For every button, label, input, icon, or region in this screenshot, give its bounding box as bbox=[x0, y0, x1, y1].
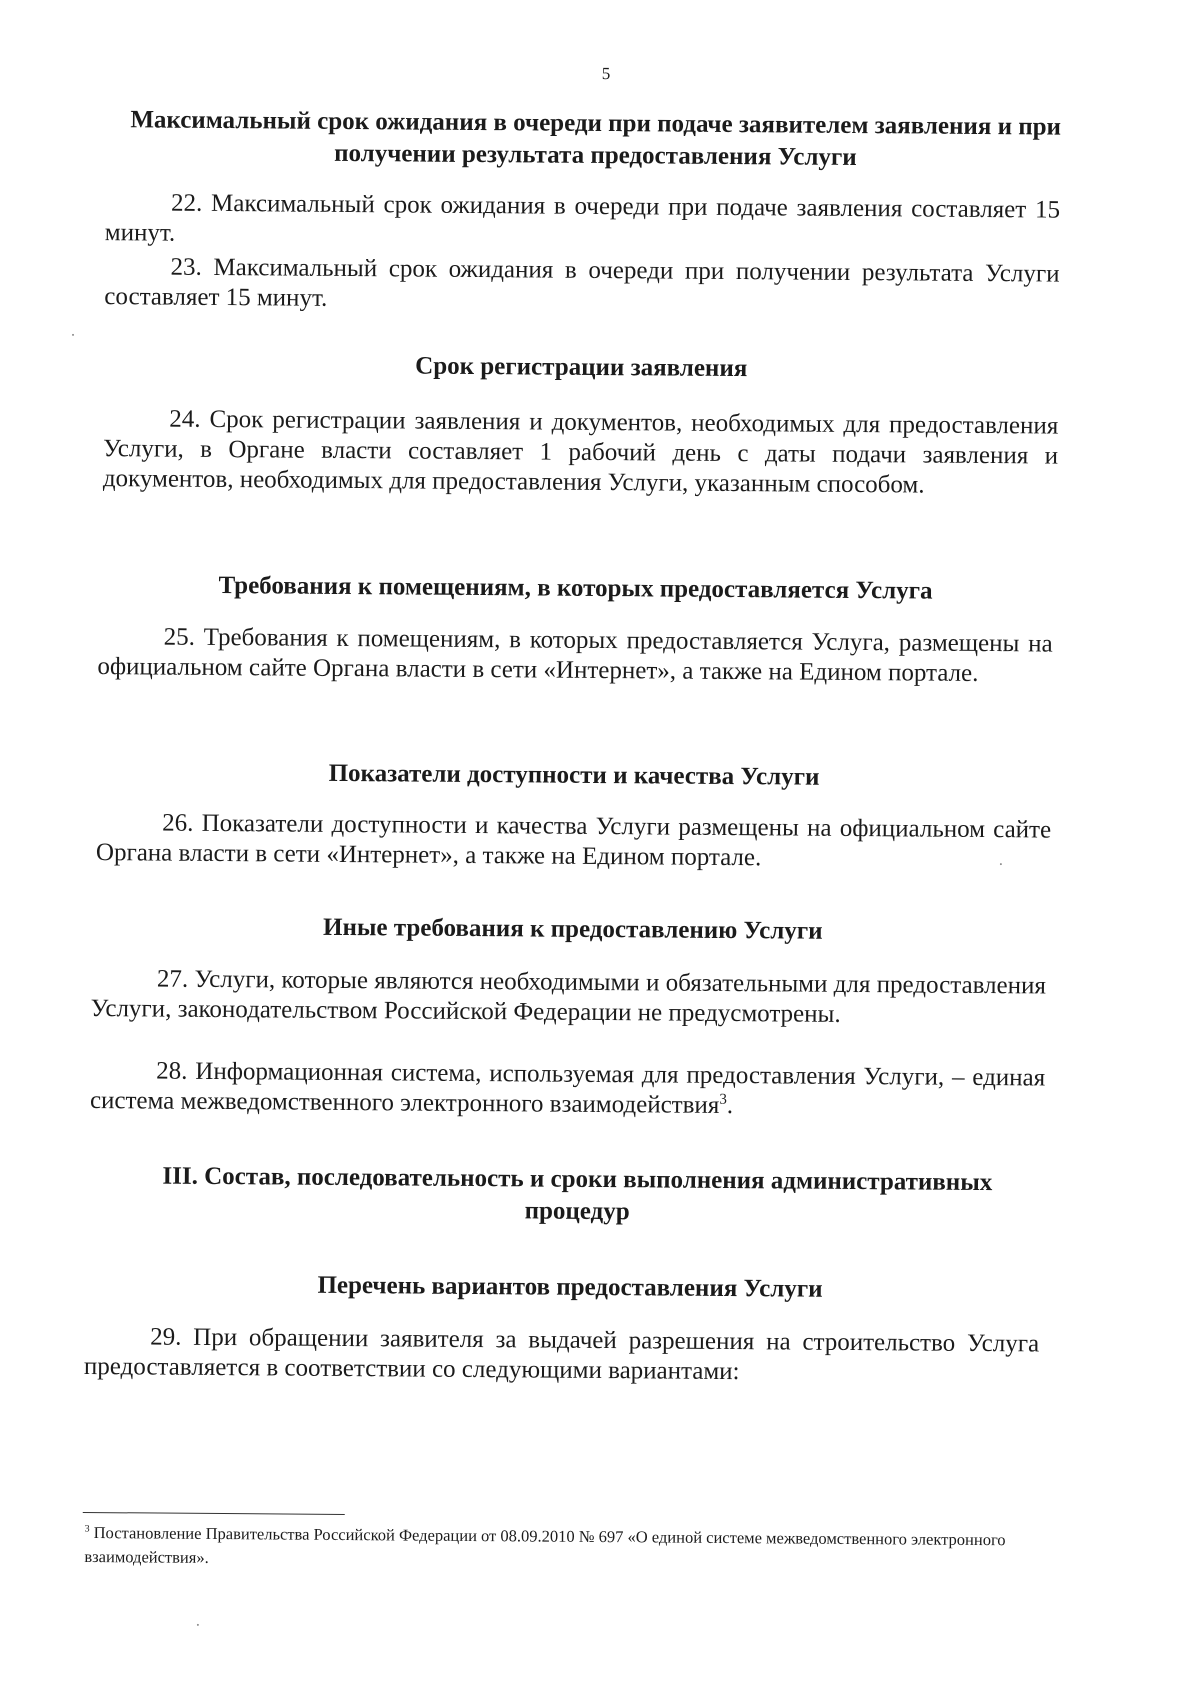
scan-speck bbox=[72, 334, 74, 336]
page-number: 5 bbox=[601, 63, 611, 84]
paragraph-25: 25. Требования к помещениям, в которых предоставляется Услуга, размещены на официальном сайте Органа власти в сети «Интернет», а также на Едином портале. bbox=[97, 623, 1053, 687]
footnote bbox=[84, 1521, 1119, 1577]
scan-speck bbox=[1000, 863, 1002, 865]
chapter-heading: III. Состав, последовательность и сроки выполнения административных процедур bbox=[162, 1162, 993, 1226]
section-heading: Максимальный срок ожидания в очереди при подаче заявителем заявления и при получении результата предоставления Услуги bbox=[130, 106, 1062, 171]
paragraph-28 bbox=[90, 1056, 1045, 1123]
paragraph-28-text: 28. Информационная система, используемая для предоставления Услуги, – единая система межведомственного электронного взаимодействия bbox=[89, 1057, 1046, 1119]
section-heading: Иные требования к предоставлению Услуги bbox=[323, 913, 823, 945]
paragraph-27: 27. Услуги, которые являются необходимыми и обязательными для предоставления Услуги, законодательством Российской Федерации не предусмотрены. bbox=[90, 965, 1047, 1028]
section-heading: Срок регистрации заявления bbox=[415, 352, 748, 383]
paragraph-29: 29. При обращении заявителя за выдачей разрешения на строительство Услуга предоставляется в соответствии со следующими вариантами: bbox=[83, 1323, 1040, 1386]
section-heading: Требования к помещениям, в которых предоставляется Услуга bbox=[218, 571, 933, 605]
footnote-reference[interactable]: 3 bbox=[719, 1091, 727, 1108]
paragraph-22: 22. Максимальный срок ожидания в очереди при подаче заявления составляет 15 минут. bbox=[104, 189, 1061, 247]
scan-speck bbox=[197, 1624, 199, 1626]
paragraph-26: 26. Показатели доступности и качества Услуги размещены на официальном сайте Органа власти в сети «Интернет», а также на Едином портале. bbox=[95, 809, 1052, 872]
section-heading: Показатели доступности и качества Услуги bbox=[328, 759, 820, 791]
section-heading: Перечень вариантов предоставления Услуги bbox=[317, 1271, 823, 1303]
paragraph-23: 23. Максимальный срок ожидания в очереди при получении результата Услуги составляет 15 минут. bbox=[104, 253, 1060, 312]
paragraph-24: 24. Срок регистрации заявления и документов, необходимых для предоставления Услуги, в Органе власти составляет 1 рабочий день с даты подачи заявления и документов, необходимых для предоставления Услуги, указанным способом. bbox=[102, 405, 1059, 499]
footnote-separator bbox=[83, 1512, 345, 1515]
footnote-text: Постановление Правительства Российской Федерации от 08.09.2010 № 697 «О единой системе межведомственного электронного взаимодействия». bbox=[84, 1523, 1006, 1567]
footnote-number: 3 bbox=[84, 1523, 90, 1535]
paragraph-28-end: . bbox=[726, 1092, 734, 1120]
